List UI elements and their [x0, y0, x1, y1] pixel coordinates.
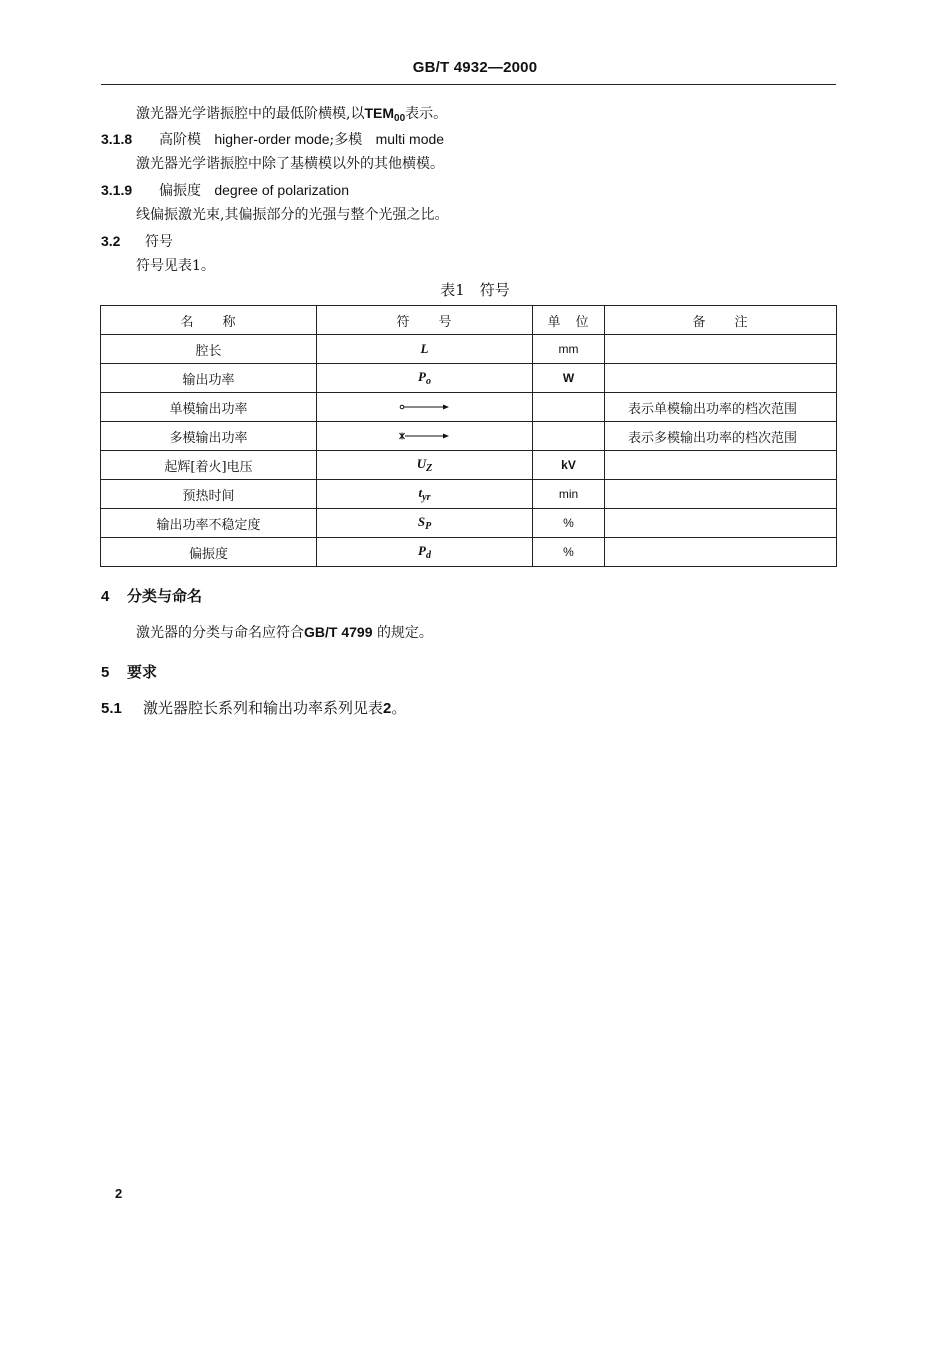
clause-3-2-text: 符号见表1。: [136, 258, 215, 274]
standard-ref: GB/T 4799: [304, 624, 373, 640]
row-unit: min: [533, 480, 605, 509]
row-symbol: [317, 364, 533, 393]
symbol-main: P: [418, 543, 426, 558]
row-note: [605, 538, 837, 567]
table-ref: 2: [383, 700, 392, 717]
row-symbol: [317, 538, 533, 567]
row-name: 偏振度: [101, 538, 317, 567]
row-note: 表示多模输出功率的档次范围: [605, 422, 837, 451]
row-name: 输出功率: [101, 364, 317, 393]
symbol-subscript: d: [425, 550, 431, 561]
row-unit: %: [533, 509, 605, 538]
tem-code: TEM: [364, 105, 395, 121]
symbol-main: P: [418, 369, 426, 384]
clause-number: 3.1.8: [101, 131, 133, 147]
table-row: [101, 538, 837, 567]
section-number: 5: [101, 664, 110, 681]
section-5-heading: [101, 661, 157, 682]
row-name: 腔长: [101, 335, 317, 364]
term-zh: 偏振度: [159, 183, 201, 199]
row-note: [605, 364, 837, 393]
row-unit: kV: [533, 451, 605, 480]
table-row: [101, 509, 837, 538]
row-name: 起辉[着火]电压: [101, 451, 317, 480]
row-symbol: [317, 451, 533, 480]
standard-number: GB/T 4932—2000: [412, 59, 538, 76]
text-prefix: 激光器的分类与命名应符合: [136, 625, 304, 641]
page-number: 2: [115, 1186, 123, 1201]
table-header-row: [101, 306, 837, 335]
row-unit: %: [533, 538, 605, 567]
tem-definition-line: [136, 104, 447, 128]
section-title: 分类与命名: [127, 588, 203, 605]
tem-sub: 00: [394, 113, 406, 124]
symbol-subscript: yr: [422, 492, 431, 503]
symbol-main: U: [416, 456, 427, 471]
row-name: 输出功率不稳定度: [101, 509, 317, 538]
term-en-2: multi mode: [375, 131, 445, 147]
row-note: [605, 335, 837, 364]
symbol-subscript: Z: [426, 463, 433, 474]
clause-number: 3.2: [101, 233, 121, 249]
table-row: [101, 451, 837, 480]
symbol-main: L: [420, 341, 429, 356]
text-prefix: 激光器腔长系列和输出功率系列见表: [143, 699, 384, 717]
header-rule: [101, 84, 836, 85]
symbol-subscript: o: [425, 376, 431, 387]
row-unit: mm: [533, 335, 605, 364]
row-note: 表示单模输出功率的档次范围: [605, 393, 837, 422]
row-note: [605, 480, 837, 509]
row-symbol: [317, 422, 533, 451]
symbol-subscript: P: [425, 521, 432, 532]
row-symbol: [317, 335, 533, 364]
term-en: degree of polarization: [214, 182, 350, 198]
row-symbol: [317, 480, 533, 509]
row-name: 单模输出功率: [101, 393, 317, 422]
text-suffix: 。: [391, 699, 407, 717]
table-row: [101, 364, 837, 393]
clause-3-1-9-definition: 线偏振激光束,其偏振部分的光强与整个光强之比。: [136, 207, 449, 223]
symbol-main: S: [417, 514, 426, 529]
clause-title: 符号: [145, 234, 173, 250]
multi-mode-range-arrow-icon: [399, 431, 451, 441]
row-unit: W: [533, 364, 605, 393]
table-row: [101, 335, 837, 364]
row-unit: [533, 422, 605, 451]
text-suffix: 的规定。: [376, 625, 433, 641]
clause-5-1: [101, 699, 406, 718]
clause-3-2-heading: [101, 232, 173, 251]
section-4-text: [136, 623, 433, 642]
header-symbol: 符 号: [317, 306, 533, 335]
tem-prefix: 激光器光学谐振腔中的最低阶横模,以: [136, 106, 365, 122]
tem-suffix: 表示。: [405, 106, 448, 122]
row-note: [605, 451, 837, 480]
row-name: 多模输出功率: [101, 422, 317, 451]
section-4-heading: [101, 585, 202, 606]
row-unit: [533, 393, 605, 422]
clause-3-1-9-heading: [101, 181, 349, 200]
row-note: [605, 509, 837, 538]
section-number: 4: [101, 588, 110, 605]
header-name: 名 称: [101, 306, 317, 335]
table-caption: 表1 符号: [440, 281, 510, 299]
header-note: 备 注: [605, 306, 837, 335]
row-symbol: [317, 393, 533, 422]
section-title: 要求: [127, 664, 158, 681]
symbols-table: [100, 305, 837, 567]
clause-number: 5.1: [101, 700, 122, 717]
table-row: [101, 480, 837, 509]
clause-3-1-8-definition: 激光器光学谐振腔中除了基横模以外的其他横模。: [136, 156, 444, 172]
row-name: 预热时间: [101, 480, 317, 509]
term-en: higher-order mode: [214, 131, 330, 147]
clause-3-1-8-heading: [101, 130, 444, 149]
row-symbol: [317, 509, 533, 538]
table-row: [101, 422, 837, 451]
term-zh: 高阶模: [159, 132, 201, 148]
clause-number: 3.1.9: [101, 182, 133, 198]
header-unit: 单 位: [533, 306, 605, 335]
table-row: [101, 393, 837, 422]
term-zh-2: ;多模: [329, 132, 363, 148]
symbol-main: t: [418, 485, 423, 500]
single-mode-range-arrow-icon: [399, 402, 451, 412]
